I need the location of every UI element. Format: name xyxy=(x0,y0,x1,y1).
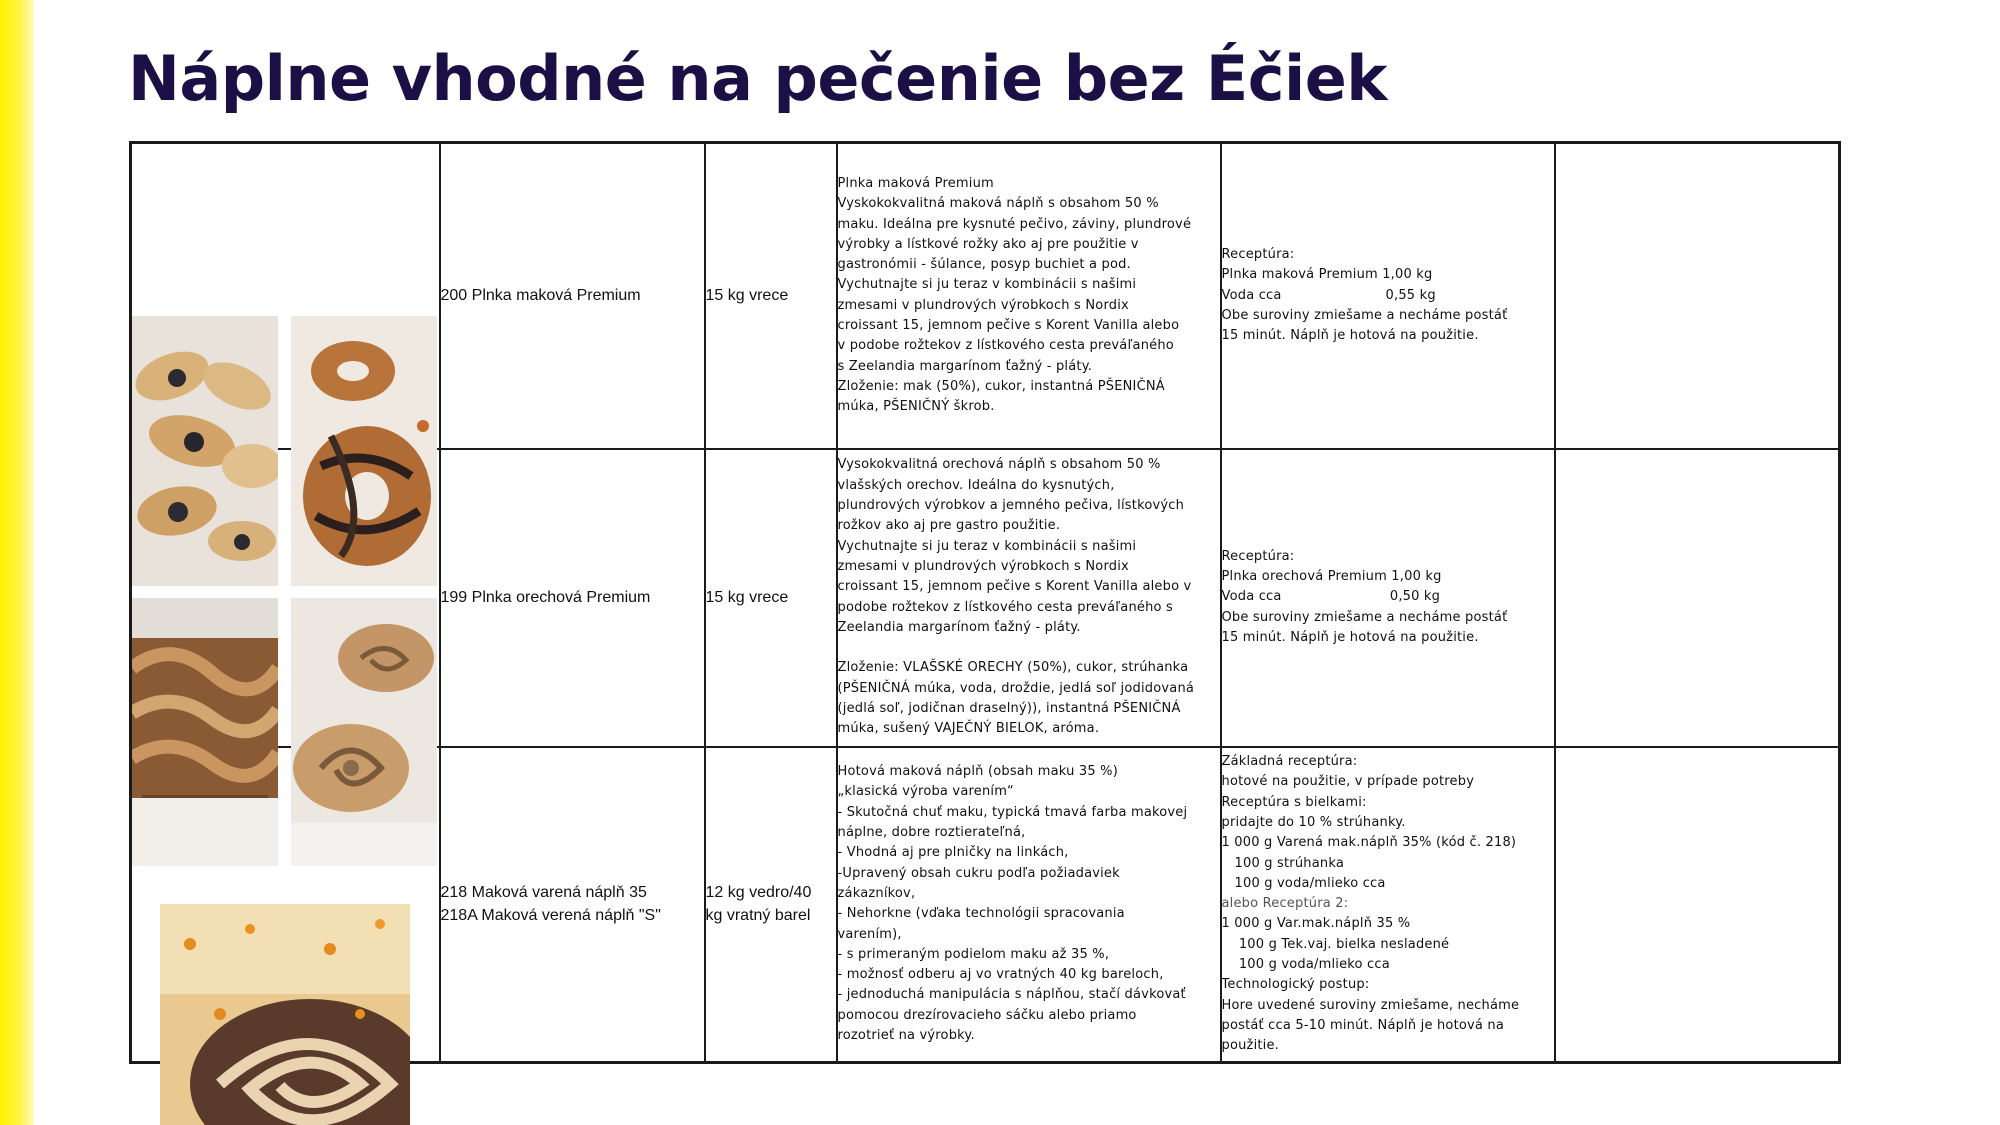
recipe-line: Voda cca 0,50 kg xyxy=(1221,589,1441,605)
recipe-line: 15 minút. Náplň je hotová na použitie. xyxy=(1221,629,1479,645)
recipe-line: Obe suroviny zmiešame a necháme postáť xyxy=(1221,609,1508,625)
description-cell xyxy=(837,143,1221,449)
poppy-roll-slices-photo xyxy=(160,904,410,1125)
empty-cell xyxy=(1555,143,1840,449)
packaging: kg vratný barel xyxy=(705,907,811,925)
recipe-line: použitie. xyxy=(1221,1038,1280,1054)
description-line: vlašských orechov. Ideálna do kysnutých, xyxy=(837,477,1115,493)
description-line: rožkov ako aj pre gastro použitie. xyxy=(837,518,1061,534)
description-line: - jednoduchá manipulácia s náplňou, stačí dávkovať xyxy=(837,987,1186,1003)
description-line: múka, sušený VAJEČNÝ BIELOK, aróma. xyxy=(837,721,1100,737)
description-line: rozotrieť na výrobky. xyxy=(837,1028,975,1044)
product-name: 218 Maková varená náplň 35 xyxy=(440,884,647,902)
description-line: Hotová maková náplň (obsah maku 35 %) xyxy=(837,764,1118,780)
description-line: Vychutnajte si ju teraz v kombinácii s našimi xyxy=(837,277,1137,293)
product-name-cell xyxy=(440,143,705,449)
packaging: 15 kg vrece xyxy=(705,588,789,606)
table-row xyxy=(131,143,1840,449)
description-line: výrobky a lístkové rožky ako aj pre použitie v xyxy=(837,236,1139,252)
packaging: 15 kg vrece xyxy=(705,287,789,305)
product-table xyxy=(129,141,1841,1064)
recipe-line: pridajte do 10 % strúhanky. xyxy=(1221,814,1406,830)
recipe-cell xyxy=(1221,747,1555,1063)
recipe-line: 1 000 g Varená mak.náplň 35% (kód č. 218) xyxy=(1221,835,1517,851)
description-line: - Skutočná chuť maku, typická tmavá farba makovej xyxy=(837,804,1188,820)
description-cell xyxy=(837,449,1221,747)
yellow-side-bar xyxy=(0,0,34,1125)
description-spacer xyxy=(838,638,1220,658)
recipe-line: Receptúra: xyxy=(1221,247,1295,262)
packaging: 12 kg vedro/40 xyxy=(705,884,812,902)
description-line: - Vhodná aj pre plničky na linkách, xyxy=(837,845,1069,861)
description-line: v podobe rožtekov z lístkového cesta preváľaného xyxy=(837,338,1174,354)
recipe-line: hotové na použitie, v prípade potreby xyxy=(1221,774,1475,790)
packaging-cell xyxy=(705,449,837,747)
description-line: -Upravený obsah cukru podľa požiadaviek xyxy=(837,865,1120,881)
description-line: zákazníkov, xyxy=(837,885,916,901)
description-line: - s primeraným podielom maku až 35 %, xyxy=(837,946,1110,962)
description-line: Zloženie: VLAŠSKÉ ORECHY (50%), cukor, strúhanka xyxy=(837,660,1189,676)
packaging-cell xyxy=(705,143,837,449)
empty-cell xyxy=(1555,449,1840,747)
poppy-wreath-photo xyxy=(291,316,437,586)
nut-roll-photo xyxy=(291,598,437,866)
recipe-line: 100 g voda/mlieko cca xyxy=(1221,875,1386,891)
description-line: - možnosť odberu aj vo vratných 40 kg bareloch, xyxy=(837,967,1164,983)
description-line: Plnka maková Premium xyxy=(837,175,994,191)
description-line: podobe rožtekov z lístkového cesta preváľaného s xyxy=(837,599,1174,615)
recipe-line: Hore uvedené suroviny zmiešame, necháme xyxy=(1221,997,1520,1013)
description-line: - Nehorkne (vďaka technológii spracovania xyxy=(837,906,1125,922)
description-line: Vysokokvalitná orechová náplň s obsahom 50 % xyxy=(837,457,1161,473)
description-line: Vyskokokvalitná maková náplň s obsahom 50 % xyxy=(837,196,1159,212)
description-line: croissant 15, jemnom pečive s Korent Vanilla alebo v xyxy=(837,579,1192,595)
product-name: 199 Plnka orechová Premium xyxy=(440,588,651,606)
recipe-line: Technologický postup: xyxy=(1221,977,1370,993)
product-name: 200 Plnka maková Premium xyxy=(440,287,641,305)
recipe-line: 15 minút. Náplň je hotová na použitie. xyxy=(1221,328,1479,344)
recipe-line: 100 g strúhanka xyxy=(1221,855,1344,871)
description-line: „klasická výroba varením“ xyxy=(837,784,1014,800)
description-line: pomocou drezírovacieho sáčku alebo priamo xyxy=(837,1007,1137,1023)
packaging-cell xyxy=(705,747,837,1063)
poppy-rolls-photo xyxy=(132,316,278,586)
description-line: (jedlá soľ, jodičnan draselný)), instantná PŠENIČNÁ xyxy=(837,700,1181,716)
image-cell xyxy=(131,143,440,449)
recipe-line: alebo Receptúra 2: xyxy=(1221,896,1349,912)
recipe-line: Receptúra s bielkami: xyxy=(1221,794,1367,810)
description-line: zmesami v plundrových výrobkoch s Nordix xyxy=(837,297,1129,313)
description-line: Zeelandia margarínom ťažný - pláty. xyxy=(837,619,1081,635)
recipe-line: 100 g voda/mlieko cca xyxy=(1221,956,1390,972)
recipe-line: 1 000 g Var.mak.náplň 35 % xyxy=(1221,916,1411,932)
recipe-line: Základná receptúra: xyxy=(1221,754,1358,770)
recipe-line: Plnka orechová Premium 1,00 kg xyxy=(1221,569,1442,585)
recipe-line: 100 g Tek.vaj. bielka nesladené xyxy=(1221,936,1450,952)
recipe-line: Receptúra: xyxy=(1221,548,1295,564)
description-line: múka, PŠENIČNÝ škrob. xyxy=(837,399,995,415)
product-name-cell xyxy=(440,449,705,747)
description-line: Zloženie: mak (50%), cukor, instantná PŠENIČNÁ xyxy=(837,378,1165,394)
nut-braid-photo xyxy=(132,598,278,866)
page-title: Náplne vhodné na pečenie bez Éčiek xyxy=(128,42,1387,115)
recipe-line: Obe suroviny zmiešame a necháme postáť xyxy=(1221,307,1508,323)
recipe-line: postáť cca 5-10 minút. Náplň je hotová na xyxy=(1221,1017,1505,1033)
recipe-line: Voda cca 0,55 kg xyxy=(1221,287,1436,303)
description-line: (PŠENIČNÁ múka, voda, droždie, jedlá soľ jodidovaná xyxy=(837,680,1195,696)
description-line: maku. Ideálna pre kysnuté pečivo, záviny, plundrové xyxy=(837,216,1192,232)
recipe-cell xyxy=(1221,143,1555,449)
description-line: zmesami v plundrových výrobkoch s Nordix xyxy=(837,558,1129,574)
description-line: varením), xyxy=(837,926,902,942)
description-cell xyxy=(837,747,1221,1063)
description-line: Vychutnajte si ju teraz v kombinácii s našimi xyxy=(837,538,1137,554)
recipe-cell xyxy=(1221,449,1555,747)
empty-cell xyxy=(1555,747,1840,1063)
product-name-cell xyxy=(440,747,705,1063)
description-line: plundrových výrobkov a jemného pečiva, lístkových xyxy=(837,498,1185,514)
description-line: gastronómii - šúlance, posyp buchiet a pod. xyxy=(837,257,1131,273)
description-line: náplne, dobre roztierateľná, xyxy=(837,825,1026,841)
description-line: croissant 15, jemnom pečive s Korent Vanilla alebo xyxy=(837,318,1180,334)
product-name: 218A Maková verená náplň "S" xyxy=(440,907,661,925)
recipe-line: Plnka maková Premium 1,00 kg xyxy=(1221,267,1433,283)
description-line: s Zeelandia margarínom ťažný - pláty. xyxy=(837,358,1093,374)
